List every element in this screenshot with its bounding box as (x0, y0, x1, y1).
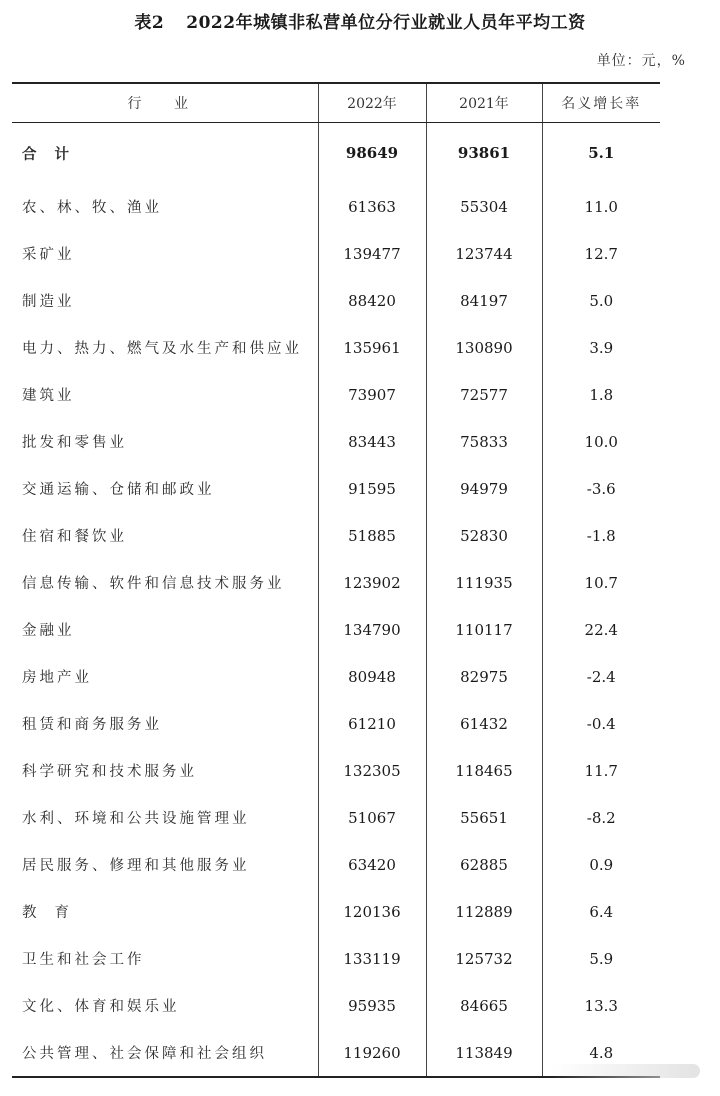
growth-rate-cell: 11.0 (542, 183, 660, 230)
growth-rate-cell: 4.8 (542, 1029, 660, 1077)
table-row (12, 700, 660, 747)
total-row (12, 123, 660, 184)
wage-2022-cell: 139477 (318, 230, 426, 277)
wage-2022-cell: 83443 (318, 418, 426, 465)
industry-cell: 批发和零售业 (22, 435, 127, 451)
wage-2022-cell: 132305 (318, 747, 426, 794)
growth-rate-cell: 5.9 (542, 935, 660, 982)
wage-2021-cell: 93861 (426, 123, 542, 184)
wage-2022-cell: 134790 (318, 606, 426, 653)
wage-2022-cell: 95935 (318, 982, 426, 1029)
industry-cell: 居民服务、修理和其他服务业 (22, 858, 250, 874)
table-title (0, 8, 720, 33)
wage-2022-cell: 120136 (318, 888, 426, 935)
wage-2022-cell: 135961 (318, 324, 426, 371)
industry-cell: 房地产业 (22, 670, 92, 686)
growth-rate-cell: 13.3 (542, 982, 660, 1029)
industry-cell: 教育 (22, 905, 87, 921)
wage-2021-cell: 125732 (426, 935, 542, 982)
wage-2021-cell: 82975 (426, 653, 542, 700)
wage-2021-cell: 118465 (426, 747, 542, 794)
wage-2021-cell: 62885 (426, 841, 542, 888)
growth-rate-cell: 5.1 (542, 123, 660, 184)
table-row (12, 935, 660, 982)
header-2022: 2022年 (318, 83, 426, 123)
table-header (12, 83, 660, 123)
industry-cell: 水利、环境和公共设施管理业 (22, 811, 250, 827)
header-industry: 行 业 (12, 83, 318, 123)
table-row (12, 794, 660, 841)
wage-2021-cell: 112889 (426, 888, 542, 935)
wage-2021-cell: 55651 (426, 794, 542, 841)
wage-2022-cell: 119260 (318, 1029, 426, 1077)
industry-cell: 公共管理、社会保障和社会组织 (12, 1029, 318, 1077)
wage-2022-cell: 80948 (318, 653, 426, 700)
table-row (12, 888, 660, 935)
wage-2021-cell: 55304 (426, 183, 542, 230)
table-number: 表2 (134, 13, 165, 33)
growth-rate-cell: 1.8 (542, 371, 660, 418)
table-row (12, 747, 660, 794)
industry-cell: 合计 (22, 145, 87, 163)
industry-cell: 采矿业 (22, 247, 75, 263)
header-2021: 2021年 (426, 83, 542, 123)
growth-rate-cell: -2.4 (542, 653, 660, 700)
wage-2021-cell: 72577 (426, 371, 542, 418)
table-body (12, 123, 660, 1078)
growth-rate-cell: 5.0 (542, 277, 660, 324)
industry-cell: 租赁和商务服务业 (22, 717, 162, 733)
wage-2021-cell: 130890 (426, 324, 542, 371)
wage-2021-cell: 84665 (426, 982, 542, 1029)
growth-rate-cell: 12.7 (542, 230, 660, 277)
industry-cell: 卫生和社会工作 (22, 952, 145, 968)
industry-cell: 农、林、牧、渔业 (22, 200, 162, 216)
growth-rate-cell: -0.4 (542, 700, 660, 747)
wage-2021-cell: 94979 (426, 465, 542, 512)
wage-2022-cell: 73907 (318, 371, 426, 418)
wage-2021-cell: 61432 (426, 700, 542, 747)
wage-2021-cell: 75833 (426, 418, 542, 465)
table-row (12, 653, 660, 700)
table-row (12, 371, 660, 418)
growth-rate-cell: 22.4 (542, 606, 660, 653)
table-row (12, 559, 660, 606)
industry-cell: 科学研究和技术服务业 (22, 764, 197, 780)
wage-2022-cell: 91595 (318, 465, 426, 512)
header-growth-rate: 名义增长率 (542, 83, 660, 123)
wage-2021-cell: 111935 (426, 559, 542, 606)
growth-rate-cell: -1.8 (542, 512, 660, 559)
industry-cell: 交通运输、仓储和邮政业 (22, 482, 215, 498)
industry-cell: 信息传输、软件和信息技术服务业 (22, 576, 285, 592)
industry-cell: 电力、热力、燃气及水生产和供应业 (22, 341, 302, 357)
growth-rate-cell: 0.9 (542, 841, 660, 888)
wage-2021-cell: 84197 (426, 277, 542, 324)
wage-2022-cell: 123902 (318, 559, 426, 606)
wage-2022-cell: 51885 (318, 512, 426, 559)
wage-2022-cell: 88420 (318, 277, 426, 324)
industry-cell: 制造业 (22, 294, 75, 310)
wage-2022-cell: 133119 (318, 935, 426, 982)
watermark (550, 1064, 700, 1078)
growth-rate-cell: -3.6 (542, 465, 660, 512)
growth-rate-cell: 3.9 (542, 324, 660, 371)
header-row (12, 83, 660, 123)
wage-2022-cell: 63420 (318, 841, 426, 888)
table-row (12, 465, 660, 512)
growth-rate-cell: 6.4 (542, 888, 660, 935)
wage-table (12, 82, 660, 1078)
table-row (12, 512, 660, 559)
table-row (12, 606, 660, 653)
wage-2022-cell: 51067 (318, 794, 426, 841)
table-row (12, 230, 660, 277)
industry-cell: 文化、体育和娱乐业 (22, 999, 180, 1015)
wage-2021-cell: 110117 (426, 606, 542, 653)
growth-rate-cell: 11.7 (542, 747, 660, 794)
industry-cell: 住宿和餐饮业 (22, 529, 127, 545)
wage-2022-cell: 61363 (318, 183, 426, 230)
table-row (12, 841, 660, 888)
industry-cell: 金融业 (22, 623, 75, 639)
growth-rate-cell: 10.0 (542, 418, 660, 465)
table-row (12, 418, 660, 465)
growth-rate-cell: 10.7 (542, 559, 660, 606)
wage-2022-cell: 61210 (318, 700, 426, 747)
table-row (12, 982, 660, 1029)
growth-rate-cell: -8.2 (542, 794, 660, 841)
wage-2021-cell: 113849 (426, 1029, 542, 1077)
table-title-text: 2022年城镇非私营单位分行业就业人员年平均工资 (186, 13, 586, 33)
table-row (12, 183, 660, 230)
wage-2022-cell: 98649 (318, 123, 426, 184)
industry-cell: 建筑业 (22, 388, 75, 404)
table-row (12, 277, 660, 324)
wage-2021-cell: 123744 (426, 230, 542, 277)
wage-2021-cell: 52830 (426, 512, 542, 559)
table-row (12, 324, 660, 371)
unit-label: 单位：元，% (596, 53, 686, 69)
